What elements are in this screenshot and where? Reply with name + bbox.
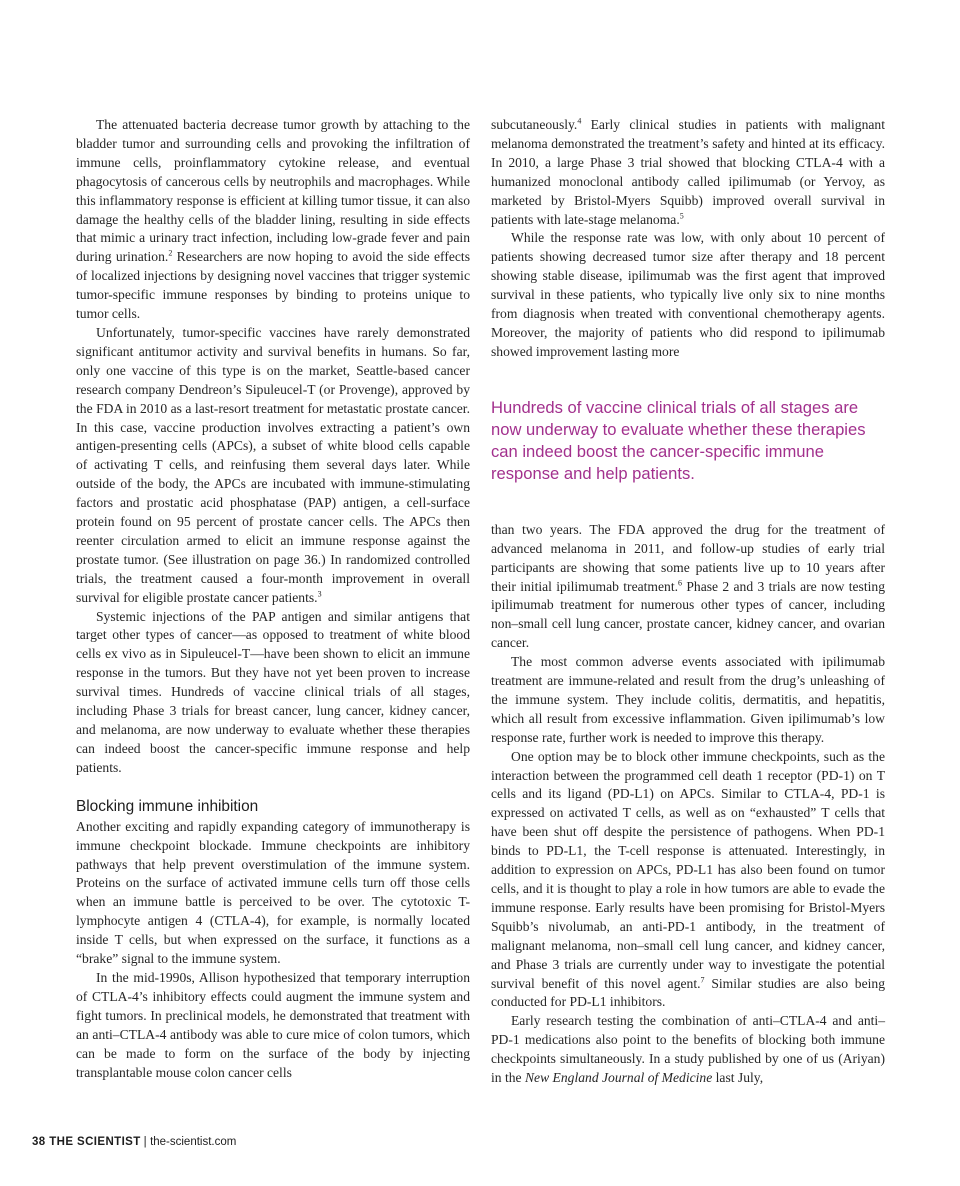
body-paragraph: Unfortunately, tumor-specific vaccines have rarely demonstrated significant antitumor activity and survival benefits in humans. So far, only one vaccine of this type is on the market, Seattle-based cancer research company Dendreon’s Sipuleucel-T (or Provenge), approved by the FDA in 2010 as a last-resort treatment for metastatic prostate cancer. In this case, vaccine production involves extracting a patient’s own antigen-presenting cells (APCs), a subset of white blood cells capable of activating T cells, and reinfusing them several days later. While outside of the body, the APCs are incubated with immune-stimulating factors and prostatic acid phosphatase (PAP) antigen, a cell-surface protein found on 95 percent of prostate cancer cells. The APCs then reenter circulation armed to elicit an immune response against the prostate tumor. (See illustration on page 36.) In randomized controlled trials, the treatment caused a four-month improvement in overall survival for eligible prostate cancer patients.$^3$ [76,324,470,605]
body-paragraph: Early research testing the combination of anti–CTLA-4 and anti–PD-1 medications also point to the benefits of blocking both immune checkpoints simultaneously. In a study published by one of us (Ariyan) in the New England Journal of Medicine last July, [491,1013,885,1086]
reference-marker[interactable]: 3 [317,589,322,599]
reference-marker[interactable]: 6 [678,577,683,587]
reference-marker[interactable]: 5 [679,211,684,220]
page-footer [32,1136,236,1148]
website-link[interactable]: the-scientist.com [150,1136,237,1148]
right-column [491,116,885,1088]
body-paragraph: than two years. The FDA approved the drug for the treatment of advanced melanoma in 2011, and follow-up studies of early trial participants are showing that some patients live up to 10 years after their initial ipilimumab treatment.$^6$ Phase 2 and 3 trials are now testing ipilimumab treatment for numerous other types of cancer, including non–small cell lung cancer, prostate cancer, kidney cancer, and ovarian cancer. [491,521,885,651]
magazine-name: THE SCIENTIST [49,1136,141,1148]
left-column [76,116,470,1082]
reference-marker[interactable]: 2 [168,248,173,258]
reference-marker[interactable]: 7 [700,975,705,984]
body-paragraph: In the mid-1990s, Allison hypothesized that temporary interruption of CTLA-4’s inhibitory effects could augment the immune system and fight tumors. In preclinical models, he demonstrated that treatment with an anti–CTLA-4 antibody was able to cure mice of colon tumors, which can be made to form on the surface of the body by injecting transplantable mouse colon cancer cells [76,969,470,1080]
body-paragraph: One option may be to block other immune checkpoints, such as the interaction between the programmed cell death 1 receptor (PD-1) on T cells and its ligand (PD-L1) on APCs. Similar to CTLA-4, PD-1 is expressed on activated T cells, as well as on “exhausted” T cells that have been shut off despite the persistence of pathogens. When PD-1 binds to PD-L1, the T-cell response is attenuated. Interestingly, in addition to expression on APCs, PD-L1 has also been found on tumor cells, and it is thought to play a role in how tumors are able to evade the immune response. Early results have been promising for Bristol-Myers Squibb’s nivolumab, an anti-PD-1 antibody, in the treatment of malignant melanoma, non–small cell lung cancer, and kidney cancer, and Phase 3 trials are currently under way to investigate the potential survival benefit of this novel agent.$^7$ Similar studies are also being conducted for PD-L1 inhibitors. [491,748,885,1010]
body-paragraph: While the response rate was low, with only about 10 percent of patients showing decreased tumor size after therapy and 18 percent showing stable disease, ipilimumab was the first agent that improved survival in these patients, who typically live only six to nine months from diagnosis when treated with conventional chemotherapy agents. Moreover, the majority of patients who did respond to ipilimumab showed improvement lasting more [491,230,885,359]
reference-marker[interactable]: 4 [577,116,582,126]
body-paragraph: The most common adverse events associated with ipilimumab treatment are immune-related and result from the drug’s unleashing of the immune system. They include colitis, dermatitis, and hepatitis, which all result from excessive inflammation. Given ipilimumab’s low response rate, further work is needed to improve this therapy. [491,654,885,745]
body-paragraph: subcutaneously.$^4$ Early clinical studies in patients with malignant melanoma demonstrated the treatment’s safety and hinted at its efficacy. In 2010, a large Phase 3 trial showed that blocking CTLA-4 with a humanized monoclonal antibody called ipilimumab (or Yervoy, as marketed by Bristol-Myers Squibb) improved overall survival in patients with late-stage melanoma.$^5$ [491,116,885,227]
footer-separator: | [143,1136,148,1148]
journal-title: New England Journal of Medicine [524,1070,713,1086]
section-heading: Blocking immune inhibition [76,797,259,815]
pull-quote: Hundreds of vaccine clinical trials of all stages are now underway to evaluate whether these therapies can indeed boost the cancer-specific immune response and help patients. [491,397,866,483]
body-paragraph: The attenuated bacteria decrease tumor growth by attaching to the bladder tumor and surrounding cells and provoking the infiltration of immune cells, proinflammatory cytokine release, and eventual phagocytosis of cancerous cells by neutrophils and macrophages. While this inflammatory response is efficient at killing tumor tissue, it can also damage the healthy cells of the bladder lining, resulting in side effects that mimic a urinary tract infection, including low-grade fever and pain during urination.$^2$ Researchers are now hoping to avoid the side effects of localized injections by designing novel vaccines that trigger systemic tumor-specific immune responses by binding to proteins unique to tumor cells. [76,117,470,322]
page-number: 38 [32,1136,46,1148]
body-paragraph: Systemic injections of the PAP antigen and similar antigens that target other types of cancer—as opposed to treatment of white blood cells ex vivo as in Sipuleucel-T—have been shown to elicit an immune response in the tumors. But they have not yet been proven to increase survival times. Hundreds of vaccine clinical trials of all stages, including Phase 3 trials for breast cancer, lung cancer, kidney cancer, and melanoma, are now underway to evaluate whether these therapies can indeed boost the cancer-specific immune response and help patients. [76,608,470,775]
body-paragraph: Another exciting and rapidly expanding category of immunotherapy is immune checkpoint blockade. Immune checkpoints are inhibitory pathways that help prevent overstimulation of the immune system. Proteins on the surface of activated immune cells turn off those cells when an immune battle is perceived to be over. The cytotoxic T-lymphocyte antigen 4 (CTLA-4), for example, is normally located inside T cells, but when expressed on the surface, it functions as a “brake” signal to the immune system. [76,818,470,967]
